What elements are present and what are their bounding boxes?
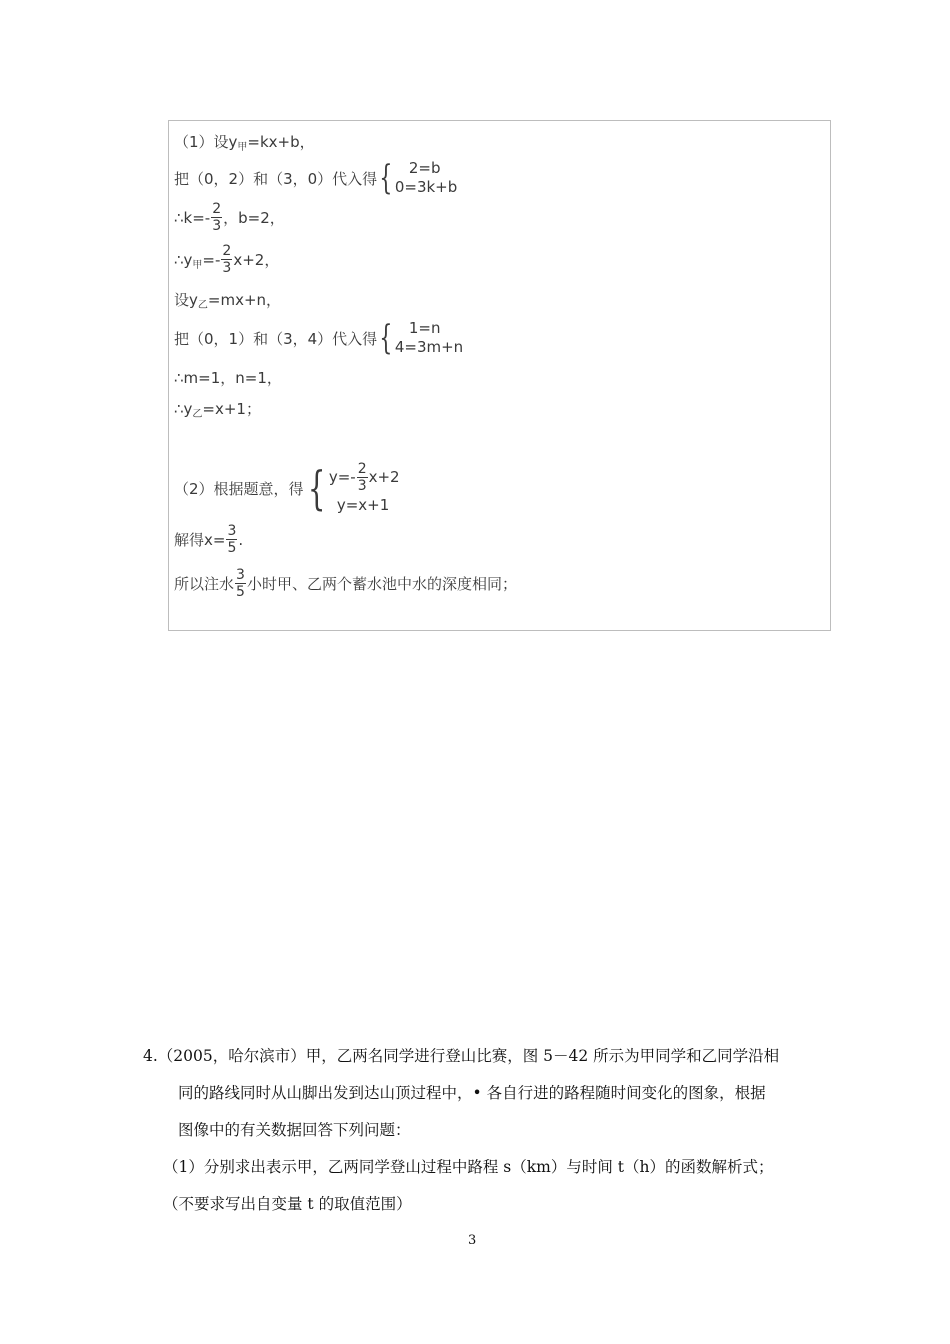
problem-line-3: 图像中的有关数据回答下列问题： <box>178 1121 411 1139</box>
page-number: 3 <box>468 1233 477 1248</box>
substitution-2: 把（0，1）和（3，4）代入得 { 1=n 4=3m+n <box>174 318 464 358</box>
problem-question-1-note: （不要求写出自变量 t 的取值范围） <box>163 1195 412 1213</box>
part2-system: （2）根据题意，得 { y=- $\frac{2}{3}$ x+2 y=x+1 <box>174 461 400 515</box>
equation-system-1: 2=b 0=3k+b <box>394 159 458 196</box>
solution-box <box>168 120 831 631</box>
problem-line-1: 4.（2005，哈尔滨市）甲，乙两名同学进行登山比赛，图 5－42 所示为甲同学和乙同学沿相 <box>143 1047 780 1065</box>
part1-setup-yi: 设y 乙 =mx+n， <box>174 291 282 311</box>
brace-icon: { <box>379 158 393 198</box>
fraction: $\frac{2}{3}$ <box>212 201 222 234</box>
brace-icon: { <box>307 461 325 515</box>
equation-system-3: y=- $\frac{2}{3}$ x+2 y=x+1 <box>328 461 400 514</box>
solve-result: 解得x= $\frac{3}{5}$ . <box>174 523 244 556</box>
problem-question-1: （1）分别求出表示甲，乙两同学登山过程中路程 s（km）与时间 t（h）的函数解析式； <box>163 1158 774 1176</box>
problem-line-2: 同的路线同时从山脚出发到达山顶过程中，• 各自行进的路程随时间变化的图象，根据 <box>178 1084 766 1102</box>
y-yi-equation: ∴y 乙 =x+1； <box>174 399 261 420</box>
fraction: $\frac{2}{3}$ <box>222 243 232 276</box>
fraction: $\frac{3}{5}$ <box>236 567 245 600</box>
k-result: ∴k=- $\frac{2}{3}$ ，b=2， <box>174 201 285 234</box>
substitution-1: 把（0，2）和（3，0）代入得 { 2=b 0=3k+b <box>174 158 458 198</box>
brace-icon: { <box>379 318 393 358</box>
fraction: $\frac{2}{3}$ <box>357 461 367 494</box>
part1-setup: （1）设y 甲 =kx+b， <box>174 133 315 153</box>
y-jia-equation: ∴y 甲 =- $\frac{2}{3}$ x+2， <box>174 243 280 276</box>
conclusion: 所以注水 $\frac{3}{5}$ 小时甲、乙两个蓄水池中水的深度相同； <box>174 567 517 600</box>
fraction: $\frac{3}{5}$ <box>227 523 237 556</box>
equation-system-2: 1=n 4=3m+n <box>394 319 464 356</box>
mn-result: ∴m=1，n=1， <box>174 369 282 387</box>
